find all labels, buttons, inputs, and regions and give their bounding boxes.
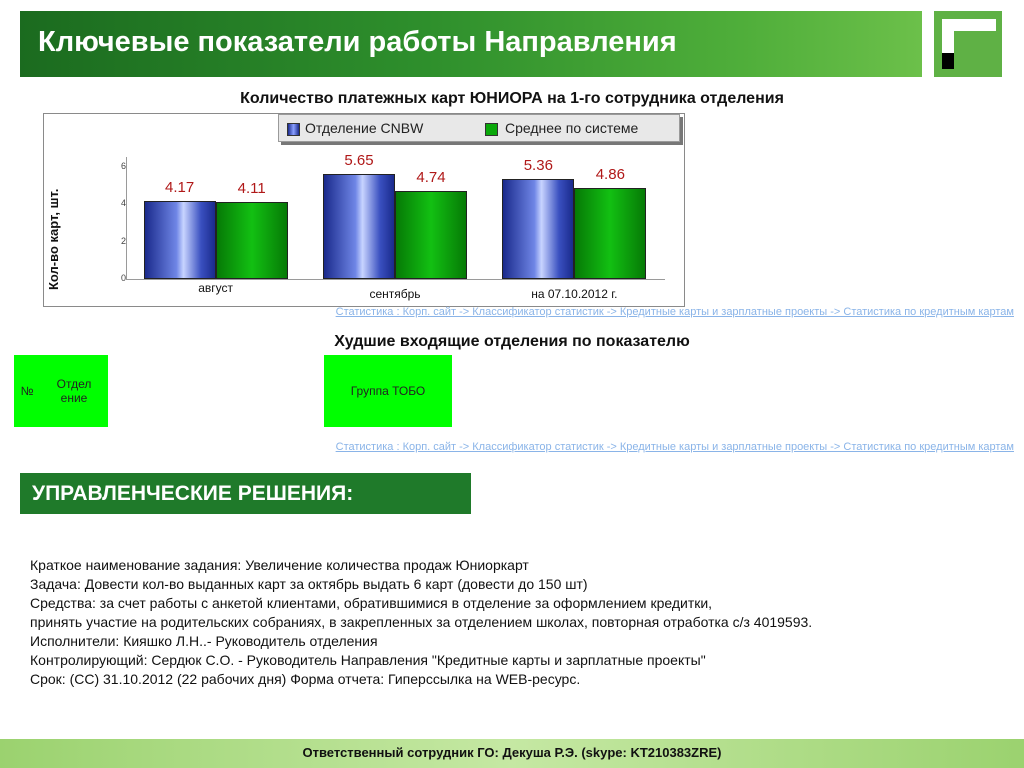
legend-label-branch: Отделение CNBW bbox=[305, 120, 424, 136]
y-tick-label: 6 bbox=[120, 161, 126, 171]
chart-bar bbox=[502, 179, 574, 279]
chart-bar bbox=[216, 202, 288, 279]
table-header-number: № bbox=[14, 355, 40, 427]
data-label: 4.74 bbox=[416, 168, 446, 186]
task-line: принять участие на родительских собраниях, в закрепленных за отделением школах, повторная отработка с/з 4019593. bbox=[30, 614, 813, 630]
table-header-group: Группа ТОБО bbox=[324, 355, 452, 427]
task-line: Исполнители: Кияшко Л.Н..- Руководитель отделения bbox=[30, 633, 378, 649]
legend-swatch-branch bbox=[287, 123, 300, 136]
footer-bar bbox=[0, 739, 1024, 768]
statistics-link[interactable]: Статистика : Корп. сайт -> Классификатор статистик -> Кредитные карты и зарплатные проекты -> Статистика по кредитным картам bbox=[335, 306, 1014, 318]
task-line: Средства: за счет работы с анкетой клиентами, обратившимися в отделение за оформлением кредитки, bbox=[30, 595, 713, 611]
task-line: Срок: (СС) 31.10.2012 (22 рабочих дня) Форма отчета: Гиперссылка на WEB-ресурс. bbox=[30, 671, 581, 687]
chart-legend bbox=[278, 114, 680, 142]
data-label: 5.65 bbox=[344, 151, 374, 169]
chart-title: Количество платежных карт ЮНИОРА на 1-го сотрудника отделения bbox=[240, 90, 784, 107]
data-label: 4.86 bbox=[595, 166, 625, 184]
chart-bar bbox=[395, 191, 467, 279]
legend-swatch-average bbox=[485, 123, 498, 136]
task-description bbox=[30, 556, 812, 689]
x-category-label: на 07.10.2012 г. bbox=[531, 287, 618, 301]
management-decisions-title: УПРАВЛЕНЧЕСКИЕ РЕШЕНИЯ: bbox=[32, 482, 354, 505]
y-axis-label: Кол-во карт, шт. bbox=[46, 188, 61, 290]
table-header-branch-label: Отдел ение bbox=[56, 377, 92, 405]
chart-bar bbox=[574, 188, 646, 279]
x-category-label: август bbox=[198, 281, 234, 295]
x-category-label: сентябрь bbox=[369, 287, 421, 301]
task-line: Краткое наименование задания: Увеличение количества продаж Юниоркарт bbox=[30, 557, 529, 573]
y-tick-label: 4 bbox=[120, 198, 126, 209]
table-header-branch bbox=[40, 355, 108, 427]
data-label: 4.11 bbox=[237, 180, 266, 198]
task-line: Задача: Довести кол-во выданных карт за октябрь выдать 6 карт (довести до 150 шт) bbox=[30, 576, 588, 592]
task-line: Контролирующий: Сердюк С.О. - Руководитель Направления "Кредитные карты и зарплатные проекты" bbox=[30, 652, 706, 668]
responsible-employee: Ответственный сотрудник ГО: Декуша Р.Э. (skype: KT210383ZRE) bbox=[302, 745, 722, 760]
y-tick-label: 0 bbox=[120, 273, 126, 283]
page-title: Ключевые показатели работы Направления bbox=[38, 26, 677, 58]
header-banner bbox=[20, 11, 922, 77]
worst-branches-title: Худшие входящие отделения по показателю bbox=[334, 333, 690, 350]
legend-label-average: Среднее по системе bbox=[505, 120, 639, 136]
statistics-link-2[interactable]: Статистика : Корп. сайт -> Классификатор статистик -> Кредитные карты и зарплатные проекты -> Статистика по кредитным картам bbox=[335, 441, 1014, 453]
chart-bar bbox=[144, 201, 216, 279]
chart-bar bbox=[323, 174, 395, 279]
data-label: 5.36 bbox=[523, 156, 553, 174]
bank-logo bbox=[934, 11, 1002, 77]
data-label: 4.17 bbox=[165, 179, 195, 197]
management-decisions-banner bbox=[20, 473, 471, 514]
y-tick-label: 2 bbox=[120, 235, 126, 246]
